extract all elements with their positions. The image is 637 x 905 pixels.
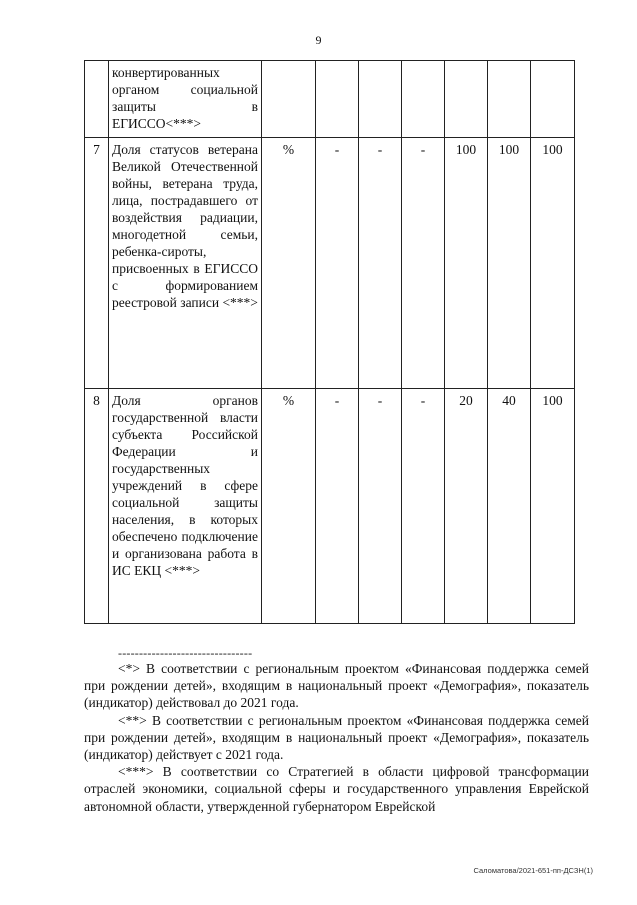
value-cell: - (402, 138, 445, 389)
indicator-name: Доля органов государственной власти субъекта Российской Федерации и государственных учреждений в сфере социальной защиты населения, в которых обеспечено подключение и организована работа в ИС ЕКЦ <***> (109, 389, 262, 624)
value-cell (531, 61, 575, 138)
table-row (85, 61, 575, 138)
value-cell: - (359, 138, 402, 389)
value-cell: - (316, 389, 359, 624)
unit-cell: % (262, 138, 316, 389)
value-cell: 100 (531, 138, 575, 389)
value-cell (316, 61, 359, 138)
value-cell: 100 (488, 138, 531, 389)
table-row (85, 138, 575, 389)
value-cell (402, 61, 445, 138)
value-cell: - (402, 389, 445, 624)
value-cell: - (316, 138, 359, 389)
value-cell (445, 61, 488, 138)
indicator-name: конвертированных органом социальной защиты в ЕГИССО<***> (109, 61, 262, 138)
value-cell (359, 61, 402, 138)
value-cell: 20 (445, 389, 488, 624)
page-number: 9 (315, 33, 322, 47)
row-number: 7 (85, 138, 109, 389)
document-code: Саломатова/2021-651-пп-ДСЗН(1) (473, 866, 593, 875)
indicators-table (84, 60, 575, 624)
row-number: 8 (85, 389, 109, 624)
unit-cell: % (262, 389, 316, 624)
table-row (85, 389, 575, 624)
value-cell: - (359, 389, 402, 624)
value-cell: 100 (531, 389, 575, 624)
indicator-name: Доля статусов ветерана Великой Отечественной войны, ветерана труда, лица, пострадавшего от воздействия радиации, многодетной семьи, ребенка-сироты, присвоенных в ЕГИССО с формированием реестровой записи <***> (109, 138, 262, 389)
footnote: <**> В соответствии с региональным проектом «Финансовая поддержка семей при рождении детей», входящим в национальный проект «Демография», показатель (индикатор) действует с 2021 года. (84, 712, 589, 763)
footnote-separator: -------------------------------- (118, 646, 253, 660)
value-cell: 100 (445, 138, 488, 389)
footnote: <***> В соответствии со Стратегией в области цифровой трансформации отраслей экономики, социальной сферы и государственного управления Еврейской автономной области, утвержденной губернатором Еврейской (84, 764, 589, 814)
value-cell (488, 61, 531, 138)
value-cell: 40 (488, 389, 531, 624)
row-number (85, 61, 109, 138)
unit-cell (262, 61, 316, 138)
footnotes (84, 660, 589, 815)
footnote: <*> В соответствии с региональным проектом «Финансовая поддержка семей при рождении детей», входящим в национальный проект «Демография», показатель (индикатор) действовал до 2021 года. (84, 661, 589, 711)
